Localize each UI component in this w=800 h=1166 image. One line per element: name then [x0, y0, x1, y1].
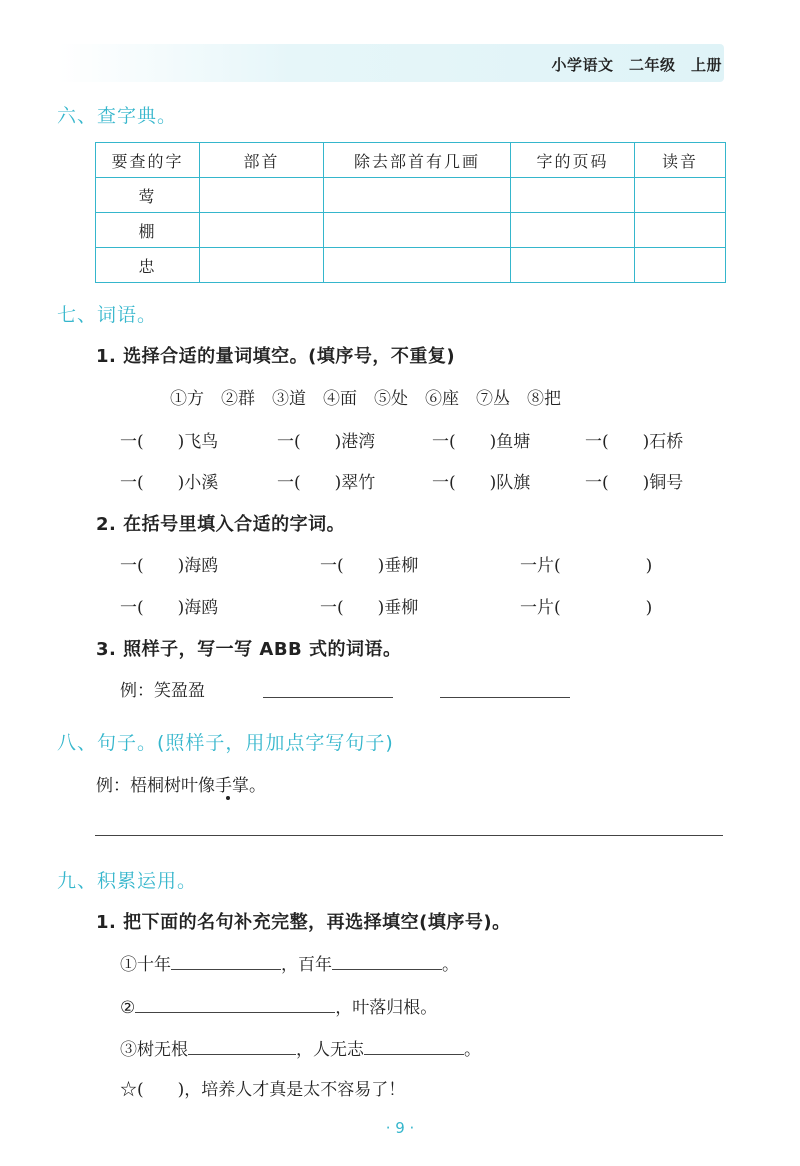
page-number: · 9 ·	[385, 1119, 415, 1137]
answer-cell[interactable]	[635, 213, 726, 248]
fill-item[interactable]: 一( )队旗	[432, 473, 531, 493]
fill-item[interactable]: 一( )鱼塘	[432, 432, 531, 452]
fill-item[interactable]: 一( )垂柳	[320, 556, 419, 576]
table-header-cell: 部首	[200, 143, 324, 178]
answer-cell[interactable]	[324, 213, 511, 248]
fill-item[interactable]: 一( )垂柳	[320, 598, 419, 618]
proverb-line-1	[120, 950, 459, 975]
fill-item[interactable]: 一( )港湾	[277, 432, 376, 452]
answer-cell[interactable]	[324, 248, 511, 283]
answer-blank[interactable]	[171, 968, 281, 970]
q7-1-title: 1. 选择合适的量词填空。(填序号，不重复)	[96, 346, 456, 367]
answer-blank[interactable]	[364, 1053, 464, 1055]
table-row	[96, 248, 726, 283]
table-header-cell: 字的页码	[511, 143, 635, 178]
q9-1-title: 1. 把下面的名句补充完整，再选择填空(填序号)。	[96, 912, 511, 933]
answer-cell[interactable]	[200, 178, 324, 213]
dictionary-table	[95, 142, 726, 283]
proverb-text: 。	[442, 955, 459, 975]
fill-item[interactable]: 一( )翠竹	[277, 473, 376, 493]
table-row	[96, 213, 726, 248]
q7-3-title: 3. 照样子，写一写 ABB 式的词语。	[96, 639, 402, 660]
proverb-line-3	[120, 1035, 481, 1060]
q7-2-title: 2. 在括号里填入合适的字词。	[96, 514, 346, 535]
fill-item[interactable]: 一( )小溪	[120, 473, 219, 493]
fill-item[interactable]: 一片( )	[520, 598, 653, 618]
answer-blank[interactable]	[135, 1011, 335, 1013]
proverb-text: ，百年	[281, 955, 332, 975]
table-char-cell: 莺	[96, 178, 200, 213]
fill-item[interactable]: 一( )海鸥	[120, 556, 219, 576]
answer-cell[interactable]	[324, 178, 511, 213]
answer-cell[interactable]	[511, 248, 635, 283]
table-char-cell: 忠	[96, 248, 200, 283]
answer-blank[interactable]	[332, 968, 442, 970]
answer-cell[interactable]	[200, 248, 324, 283]
fill-item[interactable]: 一( )飞鸟	[120, 432, 219, 452]
table-header-row	[96, 143, 726, 178]
proverb-text: ②	[120, 998, 136, 1018]
answer-cell[interactable]	[511, 213, 635, 248]
proverb-text: ，人无志	[296, 1040, 364, 1060]
section8-title: 八、句子。(照样子，用加点字写句子)	[57, 732, 394, 754]
section6-title: 六、查字典。	[57, 105, 178, 127]
table-header-cell: 读音	[635, 143, 726, 178]
section9-title: 九、积累运用。	[57, 870, 198, 892]
proverb-text: ，叶落归根。	[335, 998, 438, 1018]
proverb-line-4[interactable]: ☆( )，培养人才真是太不容易了！	[120, 1080, 406, 1100]
answer-line[interactable]	[440, 697, 570, 698]
fill-item[interactable]: 一片( )	[520, 556, 653, 576]
proverb-text: 。	[464, 1040, 481, 1060]
answer-cell[interactable]	[635, 248, 726, 283]
section7-title: 七、词语。	[57, 304, 158, 326]
proverb-text: ①十年	[120, 955, 171, 975]
fill-item[interactable]: 一( )石桥	[585, 432, 684, 452]
answer-blank[interactable]	[188, 1053, 296, 1055]
fill-item[interactable]: 一( )铜号	[585, 473, 684, 493]
answer-line[interactable]	[263, 697, 393, 698]
table-header-cell: 要查的字	[96, 143, 200, 178]
fill-item[interactable]: 一( )海鸥	[120, 598, 219, 618]
answer-cell[interactable]	[200, 213, 324, 248]
proverb-line-2	[120, 993, 437, 1018]
answer-cell[interactable]	[635, 178, 726, 213]
example-text: 例：笑盈盈	[120, 681, 205, 701]
table-header-cell: 除去部首有几画	[324, 143, 511, 178]
header-title: 小学语文 二年级 上册	[551, 56, 722, 74]
answer-line[interactable]	[95, 835, 723, 836]
emphasis-dot	[226, 796, 230, 800]
proverb-text: ③树无根	[120, 1040, 188, 1060]
table-row	[96, 178, 726, 213]
answer-cell[interactable]	[511, 178, 635, 213]
table-char-cell: 棚	[96, 213, 200, 248]
measure-word-options: ①方 ②群 ③道 ④面 ⑤处 ⑥座 ⑦丛 ⑧把	[170, 389, 561, 409]
example-sentence: 例：梧桐树叶像手掌。	[96, 776, 266, 796]
